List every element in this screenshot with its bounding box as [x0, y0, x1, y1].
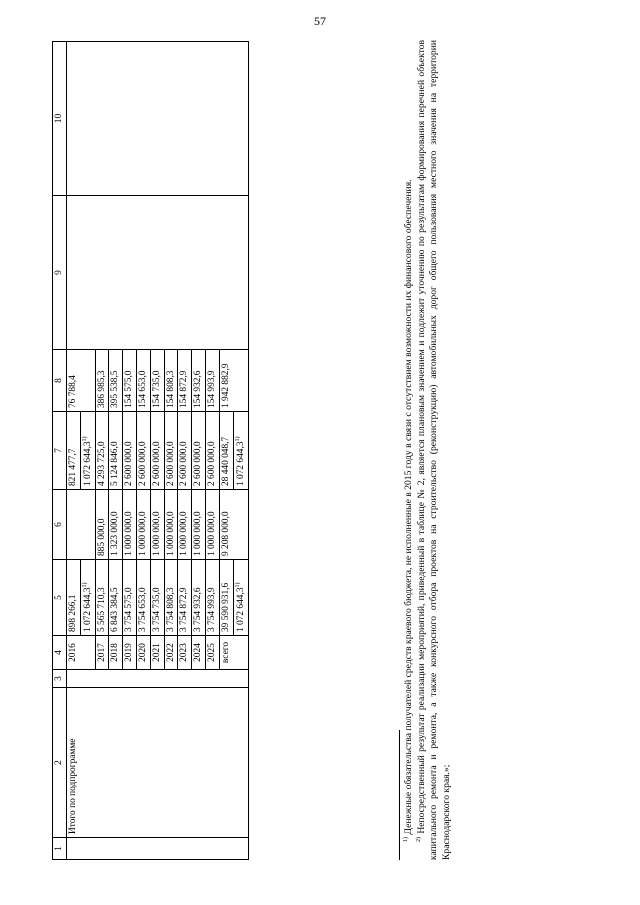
year-cell: 2025: [206, 636, 220, 670]
value-cell: 2 600 000,0: [137, 412, 151, 490]
value-cell: 3 754 653,0: [137, 560, 151, 636]
value-cell: 1 000 000,0: [192, 490, 206, 560]
year-cell: 2021: [150, 636, 164, 670]
cell-col1: [66, 838, 248, 860]
value-cell: 2 600 000,0: [206, 412, 220, 490]
value-cell: 1 000 000,0: [150, 490, 164, 560]
year-cell: 2022: [164, 636, 178, 670]
value-cell: 9 208 000,0: [219, 490, 248, 560]
footnote-divider: [399, 730, 400, 860]
value-cell: 154 993,9: [206, 350, 220, 412]
value-cell: 1 000 000,0: [164, 490, 178, 560]
page-number: 57: [314, 14, 326, 28]
header-cell: 9: [53, 196, 67, 350]
value-cell: 154 932,6: [192, 350, 206, 412]
footnote-1: $^{1)}$ Денежные обязательства получателей средств краевого бюджета, не исполненные в 2015 году в связи с отсутствием возможности их финансового обеспечения.: [403, 179, 415, 842]
footnote-ref: 1): [81, 582, 88, 588]
value-cell: 2 600 000,0: [192, 412, 206, 490]
year-cell: всего: [219, 636, 248, 670]
value-cell: 2 600 000,0: [150, 412, 164, 490]
header-cell: 8: [53, 350, 67, 412]
value-cell: 2 600 000,0: [123, 412, 137, 490]
value-cell: 3 754 808,3: [164, 560, 178, 636]
value-cell: 386 985,3: [95, 350, 109, 412]
cell-col10: [66, 42, 248, 196]
rotated-landscape-content: [52, 40, 592, 860]
value-cell: 28 440 048,7: [219, 412, 233, 490]
value-cell: 1 072 644,3$^{1)}$: [80, 560, 95, 636]
value-cell: 6 843 384,5: [109, 560, 123, 636]
value-cell: 4 293 725,0: [95, 412, 109, 490]
value-cell: 1 323 000,0: [109, 490, 123, 560]
year-cell: 2017: [95, 636, 109, 670]
header-cell: 2: [53, 688, 67, 838]
year-cell: 2020: [137, 636, 151, 670]
value-cell: 154 872,9: [178, 350, 192, 412]
value-cell: 154 575,0: [123, 350, 137, 412]
table-header-row: [53, 42, 67, 860]
value-cell: 39 590 931,6: [219, 560, 233, 636]
value-cell: 821 477,7: [66, 412, 80, 490]
footnote-mark: 2): [415, 837, 422, 842]
value-cell: 1 000 000,0: [178, 490, 192, 560]
footnote-ref: 1): [81, 436, 88, 442]
footnote-ref: 1): [234, 436, 241, 442]
cell-col9: [66, 196, 248, 350]
header-cell: 1: [53, 838, 67, 860]
footnote-ref: 1): [234, 582, 241, 588]
value-cell: 1 072 644,3$^{1)}$: [233, 560, 248, 636]
cell-col3: [66, 670, 248, 688]
value-cell: 1 072 644,3$^{1)}$: [80, 412, 95, 490]
year-cell: 2024: [192, 636, 206, 670]
header-cell: 7: [53, 412, 67, 490]
year-cell: 2023: [178, 636, 192, 670]
value-cell: 395 538,5: [109, 350, 123, 412]
year-cell: 2018: [109, 636, 123, 670]
value-cell: 3 754 993,9: [206, 560, 220, 636]
value-cell: 2 600 000,0: [178, 412, 192, 490]
value-cell: 3 754 735,0: [150, 560, 164, 636]
footnote-2: $^{2)}$ Непосредственный результат реализации мероприятий, приведенный в таблице № 2, является плановым значением и подлежит уточнению по результатам формирования перечней объектов капитального ремонта и ремонта, а также конкурсного отбора проектов на строительство (реконструкцию) автомобильных дорог общего пользования местного значения на территории Краснодарского края.»;: [415, 40, 452, 860]
value-cell: 3 754 932,6: [192, 560, 206, 636]
row-label: Итого по подпрограмме: [66, 688, 248, 838]
header-cell: 5: [53, 560, 67, 636]
header-cell: 6: [53, 490, 67, 560]
value-cell: 3 754 575,0: [123, 560, 137, 636]
value-cell: 154 808,3: [164, 350, 178, 412]
value-cell: 1 000 000,0: [137, 490, 151, 560]
value-cell: 1 072 644,3$^{1)}$: [233, 412, 248, 490]
value-cell: 5 124 846,0: [109, 412, 123, 490]
value-cell: 1 000 000,0: [123, 490, 137, 560]
value-cell: 2 600 000,0: [164, 412, 178, 490]
value-cell: 154 735,0: [150, 350, 164, 412]
header-cell: 3: [53, 670, 67, 688]
value-cell: 1 942 882,9: [219, 350, 248, 412]
value-cell: 898 266,1: [66, 560, 80, 636]
year-cell: 2019: [123, 636, 137, 670]
footnote-mark: 1): [403, 837, 409, 842]
header-cell: 4: [53, 636, 67, 670]
value-cell: [66, 490, 95, 560]
value-cell: 885 000,0: [95, 490, 109, 560]
value-cell: 5 565 710,3: [95, 560, 109, 636]
footnotes: [399, 40, 453, 860]
header-cell: 10: [53, 42, 67, 196]
value-cell: 1 000 000,0: [206, 490, 220, 560]
financing-table: [52, 41, 249, 860]
value-cell: 3 754 872,9: [178, 560, 192, 636]
value-cell: 154 653,0: [137, 350, 151, 412]
table-row: [66, 42, 80, 860]
year-cell: 2016: [66, 636, 95, 670]
value-cell: 76 788,4: [66, 350, 95, 412]
